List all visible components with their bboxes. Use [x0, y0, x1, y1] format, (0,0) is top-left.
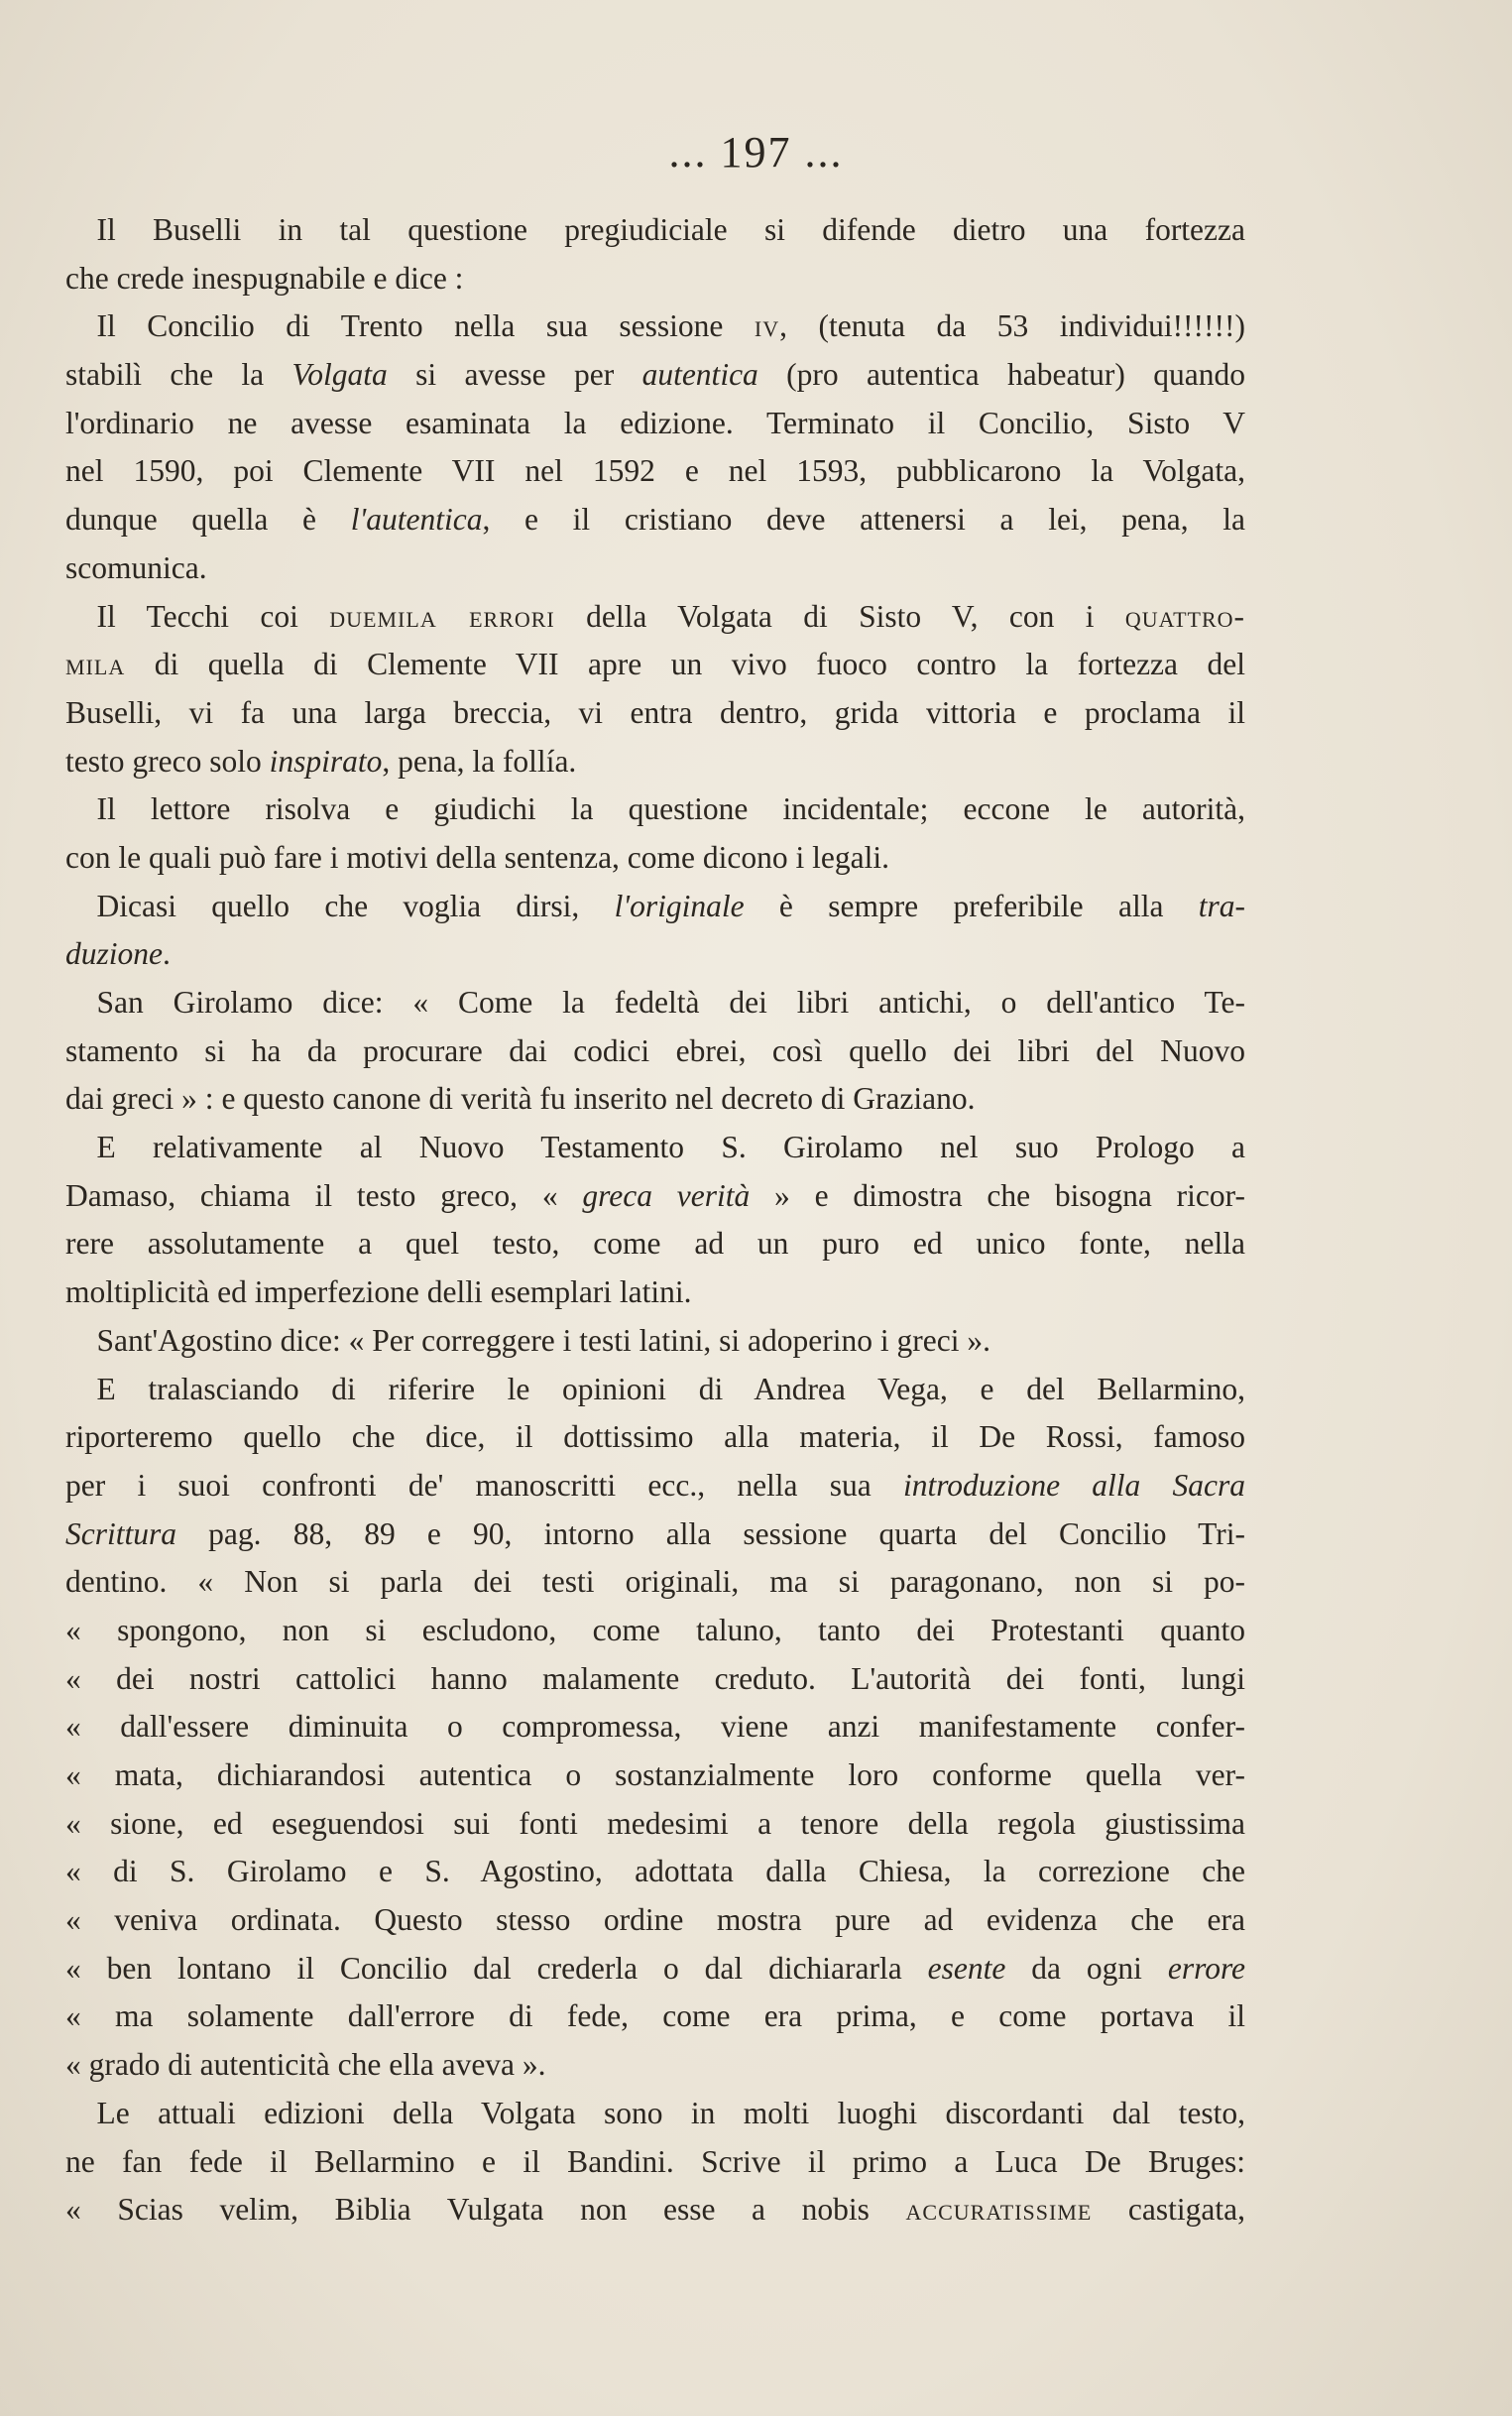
text-segment: l'autentica — [350, 502, 483, 538]
text-segment: da ogni — [1005, 1950, 1168, 1986]
text-segment: E tralasciando di riferire le opinioni di Andrea Vega, e del Bellarmino, — [65, 1371, 1245, 1406]
text-line — [65, 1607, 1245, 1655]
text-segment: Damaso, chiama il testo greco, « — [65, 1177, 583, 1213]
text-segment: . — [163, 936, 171, 972]
text-segment: Il Tecchi coi — [65, 598, 330, 634]
text-segment: con le quali può fare i motivi della sentenza, come dicono i legali. — [65, 839, 889, 875]
text-line — [65, 593, 1245, 642]
text-line — [65, 2186, 1245, 2235]
text-segment: per i suoi confronti de' manoscritti ecc., nella sua — [65, 1467, 903, 1503]
text-segment: Il lettore risolva e giudichi la questione incidentale; eccone le autorità, — [65, 791, 1245, 827]
text-line — [65, 689, 1245, 738]
text-segment: (pro autentica habeatur) quando — [757, 357, 1245, 393]
text-segment: greca verità — [582, 1177, 751, 1213]
text-line — [65, 738, 1245, 786]
text-segment: « grado di autenticità che ella aveva ». — [65, 2047, 546, 2083]
text-segment: castigata, — [1092, 2192, 1245, 2228]
text-line — [65, 1510, 1245, 1559]
text-line — [65, 1172, 1245, 1221]
text-line — [65, 1848, 1245, 1896]
text-segment: introduzione alla Sacra — [902, 1467, 1245, 1503]
text-segment: « Scias velim, Biblia Vulgata non esse a nobis — [65, 2192, 906, 2228]
text-line — [65, 2138, 1245, 2187]
text-segment: scomunica. — [65, 549, 207, 585]
text-line — [65, 1993, 1245, 2041]
text-line — [65, 1655, 1245, 1704]
text-segment: esente — [927, 1950, 1006, 1986]
text-segment: stabilì che la — [65, 357, 292, 393]
text-line — [65, 1027, 1245, 1076]
text-line — [65, 2090, 1245, 2138]
text-segment: « veniva ordinata. Questo stesso ordine mostra pure ad evidenza che era — [65, 1902, 1245, 1938]
text-segment: duzione — [65, 936, 163, 972]
text-segment: è sempre preferibile alla — [744, 888, 1199, 923]
text-segment: duemila errori — [329, 598, 555, 634]
text-line — [65, 1124, 1245, 1172]
text-line — [65, 785, 1245, 834]
text-line — [65, 206, 1245, 255]
text-segment: ne fan fede il Bellarmino e il Bandini. Scrive il primo a Luca De Bruges: — [65, 2143, 1245, 2179]
text-segment: tra- — [1198, 888, 1245, 923]
text-segment: iv — [754, 308, 780, 344]
text-line — [65, 1268, 1245, 1317]
text-segment: autentica — [641, 357, 758, 393]
text-segment: , e il cristiano deve attenersi a lei, pena, la — [482, 502, 1245, 538]
text-segment: quattro- — [1124, 598, 1245, 634]
text-line — [65, 641, 1245, 689]
text-line — [65, 400, 1245, 448]
page-number: ... 197 ... — [668, 128, 844, 177]
text-segment: « spongono, non si escludono, come taluno, tanto dei Protestanti quanto — [65, 1612, 1245, 1647]
text-line — [65, 1462, 1245, 1510]
text-line — [65, 2041, 1245, 2090]
text-segment: di quella di Clemente VII apre un vivo fuoco contro la fortezza del — [125, 647, 1245, 682]
text-segment: inspirato — [269, 743, 383, 779]
text-segment: Scrittura — [65, 1515, 177, 1551]
text-segment: l'ordinario ne avesse esaminata la edizione. Terminato il Concilio, Sisto V — [65, 405, 1245, 440]
text-segment: E relativamente al Nuovo Testamento S. Girolamo nel suo Prologo a — [65, 1130, 1245, 1165]
text-line — [65, 1317, 1245, 1366]
text-segment: mila — [65, 647, 126, 682]
text-line — [65, 1896, 1245, 1945]
text-segment: della Volgata di Sisto V, con i — [554, 598, 1125, 634]
text-segment: Il Concilio di Trento nella sua sessione — [65, 308, 755, 344]
text-line — [65, 302, 1245, 351]
text-segment: « dall'essere diminuita o compromessa, viene anzi manifestamente confer- — [65, 1709, 1245, 1745]
text-segment: pag. 88, 89 e 90, intorno alla sessione quarta del Concilio Tri- — [176, 1515, 1245, 1551]
text-line — [65, 1945, 1245, 1993]
text-segment: Dicasi quello che voglia dirsi, — [65, 888, 615, 923]
text-line — [65, 255, 1245, 303]
text-segment: si avesse per — [387, 357, 642, 393]
text-line — [65, 1366, 1245, 1414]
text-segment: moltiplicità ed imperfezione delli esemplari latini. — [65, 1274, 692, 1310]
text-segment: Il Buselli in tal questione pregiudiciale si difende dietro una fortezza — [65, 212, 1245, 247]
body-text — [65, 206, 1245, 2235]
text-segment: dai greci » : e questo canone di verità fu inserito nel decreto di Graziano. — [65, 1081, 976, 1117]
text-segment: accuratissime — [905, 2192, 1093, 2228]
text-line — [65, 447, 1245, 496]
text-segment: « dei nostri cattolici hanno malamente creduto. L'autorità dei fonti, lungi — [65, 1660, 1245, 1696]
text-line — [65, 883, 1245, 931]
text-line — [65, 1413, 1245, 1462]
text-line — [65, 1752, 1245, 1800]
text-line — [65, 496, 1245, 544]
text-line — [65, 351, 1245, 400]
text-line — [65, 1558, 1245, 1607]
text-line — [65, 544, 1245, 593]
text-segment: , (tenuta da 53 individui!!!!!!) — [779, 308, 1245, 344]
text-line — [65, 930, 1245, 979]
text-line — [65, 1220, 1245, 1268]
text-segment: « mata, dichiarandosi autentica o sostanzialmente loro conforme quella ver- — [65, 1757, 1245, 1792]
text-segment: Buselli, vi fa una larga breccia, vi entra dentro, grida vittoria e proclama il — [65, 694, 1245, 730]
text-segment: testo greco solo — [65, 743, 270, 779]
text-segment: Sant'Agostino dice: « Per correggere i testi latini, si adoperino i greci ». — [65, 1322, 990, 1358]
text-segment: errore — [1167, 1950, 1246, 1986]
text-segment: Le attuali edizioni della Volgata sono in molti luoghi discordanti dal testo, — [65, 2095, 1245, 2130]
text-segment: dentino. « Non si parla dei testi originali, ma si paragonano, non si po- — [65, 1564, 1245, 1600]
text-line — [65, 834, 1245, 883]
text-segment: rere assolutamente a quel testo, come ad un puro ed unico fonte, nella — [65, 1226, 1245, 1262]
text-line — [65, 1800, 1245, 1849]
text-segment: riporteremo quello che dice, il dottissimo alla materia, il De Rossi, famoso — [65, 1419, 1245, 1455]
text-segment: » e dimostra che bisogna ricor- — [750, 1177, 1245, 1213]
text-segment: « ben lontano il Concilio dal crederla o dal dichiararla — [65, 1950, 928, 1986]
text-segment: « sione, ed eseguendosi sui fonti medesimi a tenore della regola giustissima — [65, 1805, 1245, 1841]
text-segment: l'originale — [614, 888, 745, 923]
text-segment: stamento si ha da procurare dai codici ebrei, così quello dei libri del Nuovo — [65, 1032, 1245, 1068]
text-segment: Volgata — [291, 357, 388, 393]
text-line — [65, 1703, 1245, 1752]
text-segment: San Girolamo dice: « Come la fedeltà dei libri antichi, o dell'antico Te- — [65, 985, 1245, 1020]
text-segment: , pena, la follía. — [382, 743, 577, 779]
text-line — [65, 979, 1245, 1027]
text-segment: « di S. Girolamo e S. Agostino, adottata dalla Chiesa, la correzione che — [65, 1854, 1245, 1889]
text-segment: che crede inespugnabile e dice : — [65, 260, 464, 296]
text-segment: « ma solamente dall'errore di fede, come era prima, e come portava il — [65, 1998, 1245, 2034]
text-segment: dunque quella è — [65, 502, 351, 538]
text-line — [65, 1075, 1245, 1124]
text-segment: nel 1590, poi Clemente VII nel 1592 e nel 1593, pubblicarono la Volgata, — [65, 453, 1245, 489]
